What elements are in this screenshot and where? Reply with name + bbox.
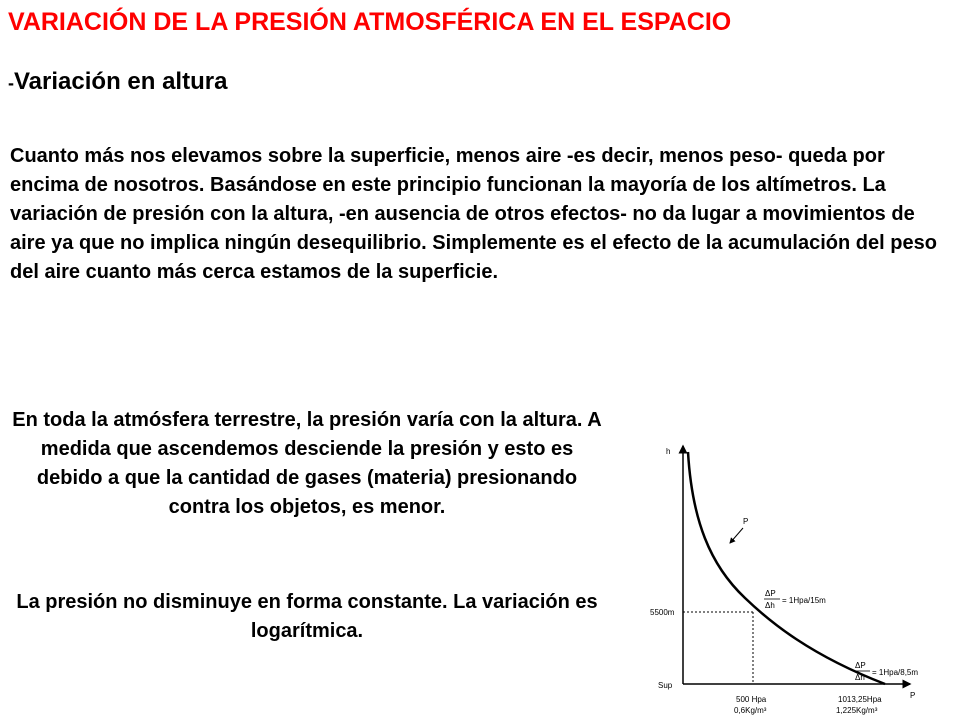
- x-tick-1013hpa: 1013,25Hpa: [838, 695, 882, 704]
- subtitle-dash: -: [8, 73, 14, 93]
- y-tick-5500m: 5500m: [650, 608, 675, 617]
- curve-label-arrow: [730, 528, 743, 543]
- upper-ratio-numerator: ΔP: [765, 589, 776, 598]
- x-tick-500hpa: 500 Hpa: [736, 695, 767, 704]
- x-tick-1013hpa-density: 1,225Kg/m³: [836, 706, 878, 715]
- lower-ratio-denominator: Δh: [855, 673, 865, 682]
- lower-ratio-numerator: ΔP: [855, 661, 866, 670]
- lower-ratio-value: = 1Hpa/8,5m: [872, 668, 919, 677]
- upper-ratio-value: = 1Hpa/15m: [782, 596, 826, 605]
- curve-label: P: [743, 517, 749, 526]
- y-tick-surface: Sup: [658, 681, 673, 690]
- pressure-altitude-diagram: [640, 440, 940, 720]
- subtitle-text: Variación en altura: [14, 68, 228, 95]
- section-subtitle: [8, 68, 227, 96]
- intro-paragraph: Cuanto más nos elevamos sobre la superficie, menos aire -es decir, menos peso- queda por encima de nosotros. Basándose en este principio funcionan la mayoría de los altímetros. La variación de presión con la altura, -en ausencia de otros efectos- no da lugar a movimientos de aire ya que no implica ningún desequilibrio. Simplemente es el efecto de la acumulación del peso del aire cuanto más cerca estamos de la superficie.: [10, 145, 937, 283]
- upper-ratio-denominator: Δh: [765, 601, 775, 610]
- x-axis-label: P: [910, 691, 916, 700]
- atmosphere-paragraph: En toda la atmósfera terrestre, la presión varía con la altura. A medida que ascendemos desciende la presión y esto es debido a que la cantidad de gases (materia) presionando contra los objetos, es menor.: [12, 409, 602, 518]
- x-tick-500hpa-density: 0,6Kg/m³: [734, 706, 767, 715]
- logarithmic-paragraph: La presión no disminuye en forma constante. La variación es logarítmica.: [16, 591, 598, 642]
- y-axis-label: h: [666, 447, 671, 456]
- page-title: VARIACIÓN DE LA PRESIÓN ATMOSFÉRICA EN EL ESPACIO: [8, 8, 732, 36]
- pressure-curve: [688, 452, 885, 684]
